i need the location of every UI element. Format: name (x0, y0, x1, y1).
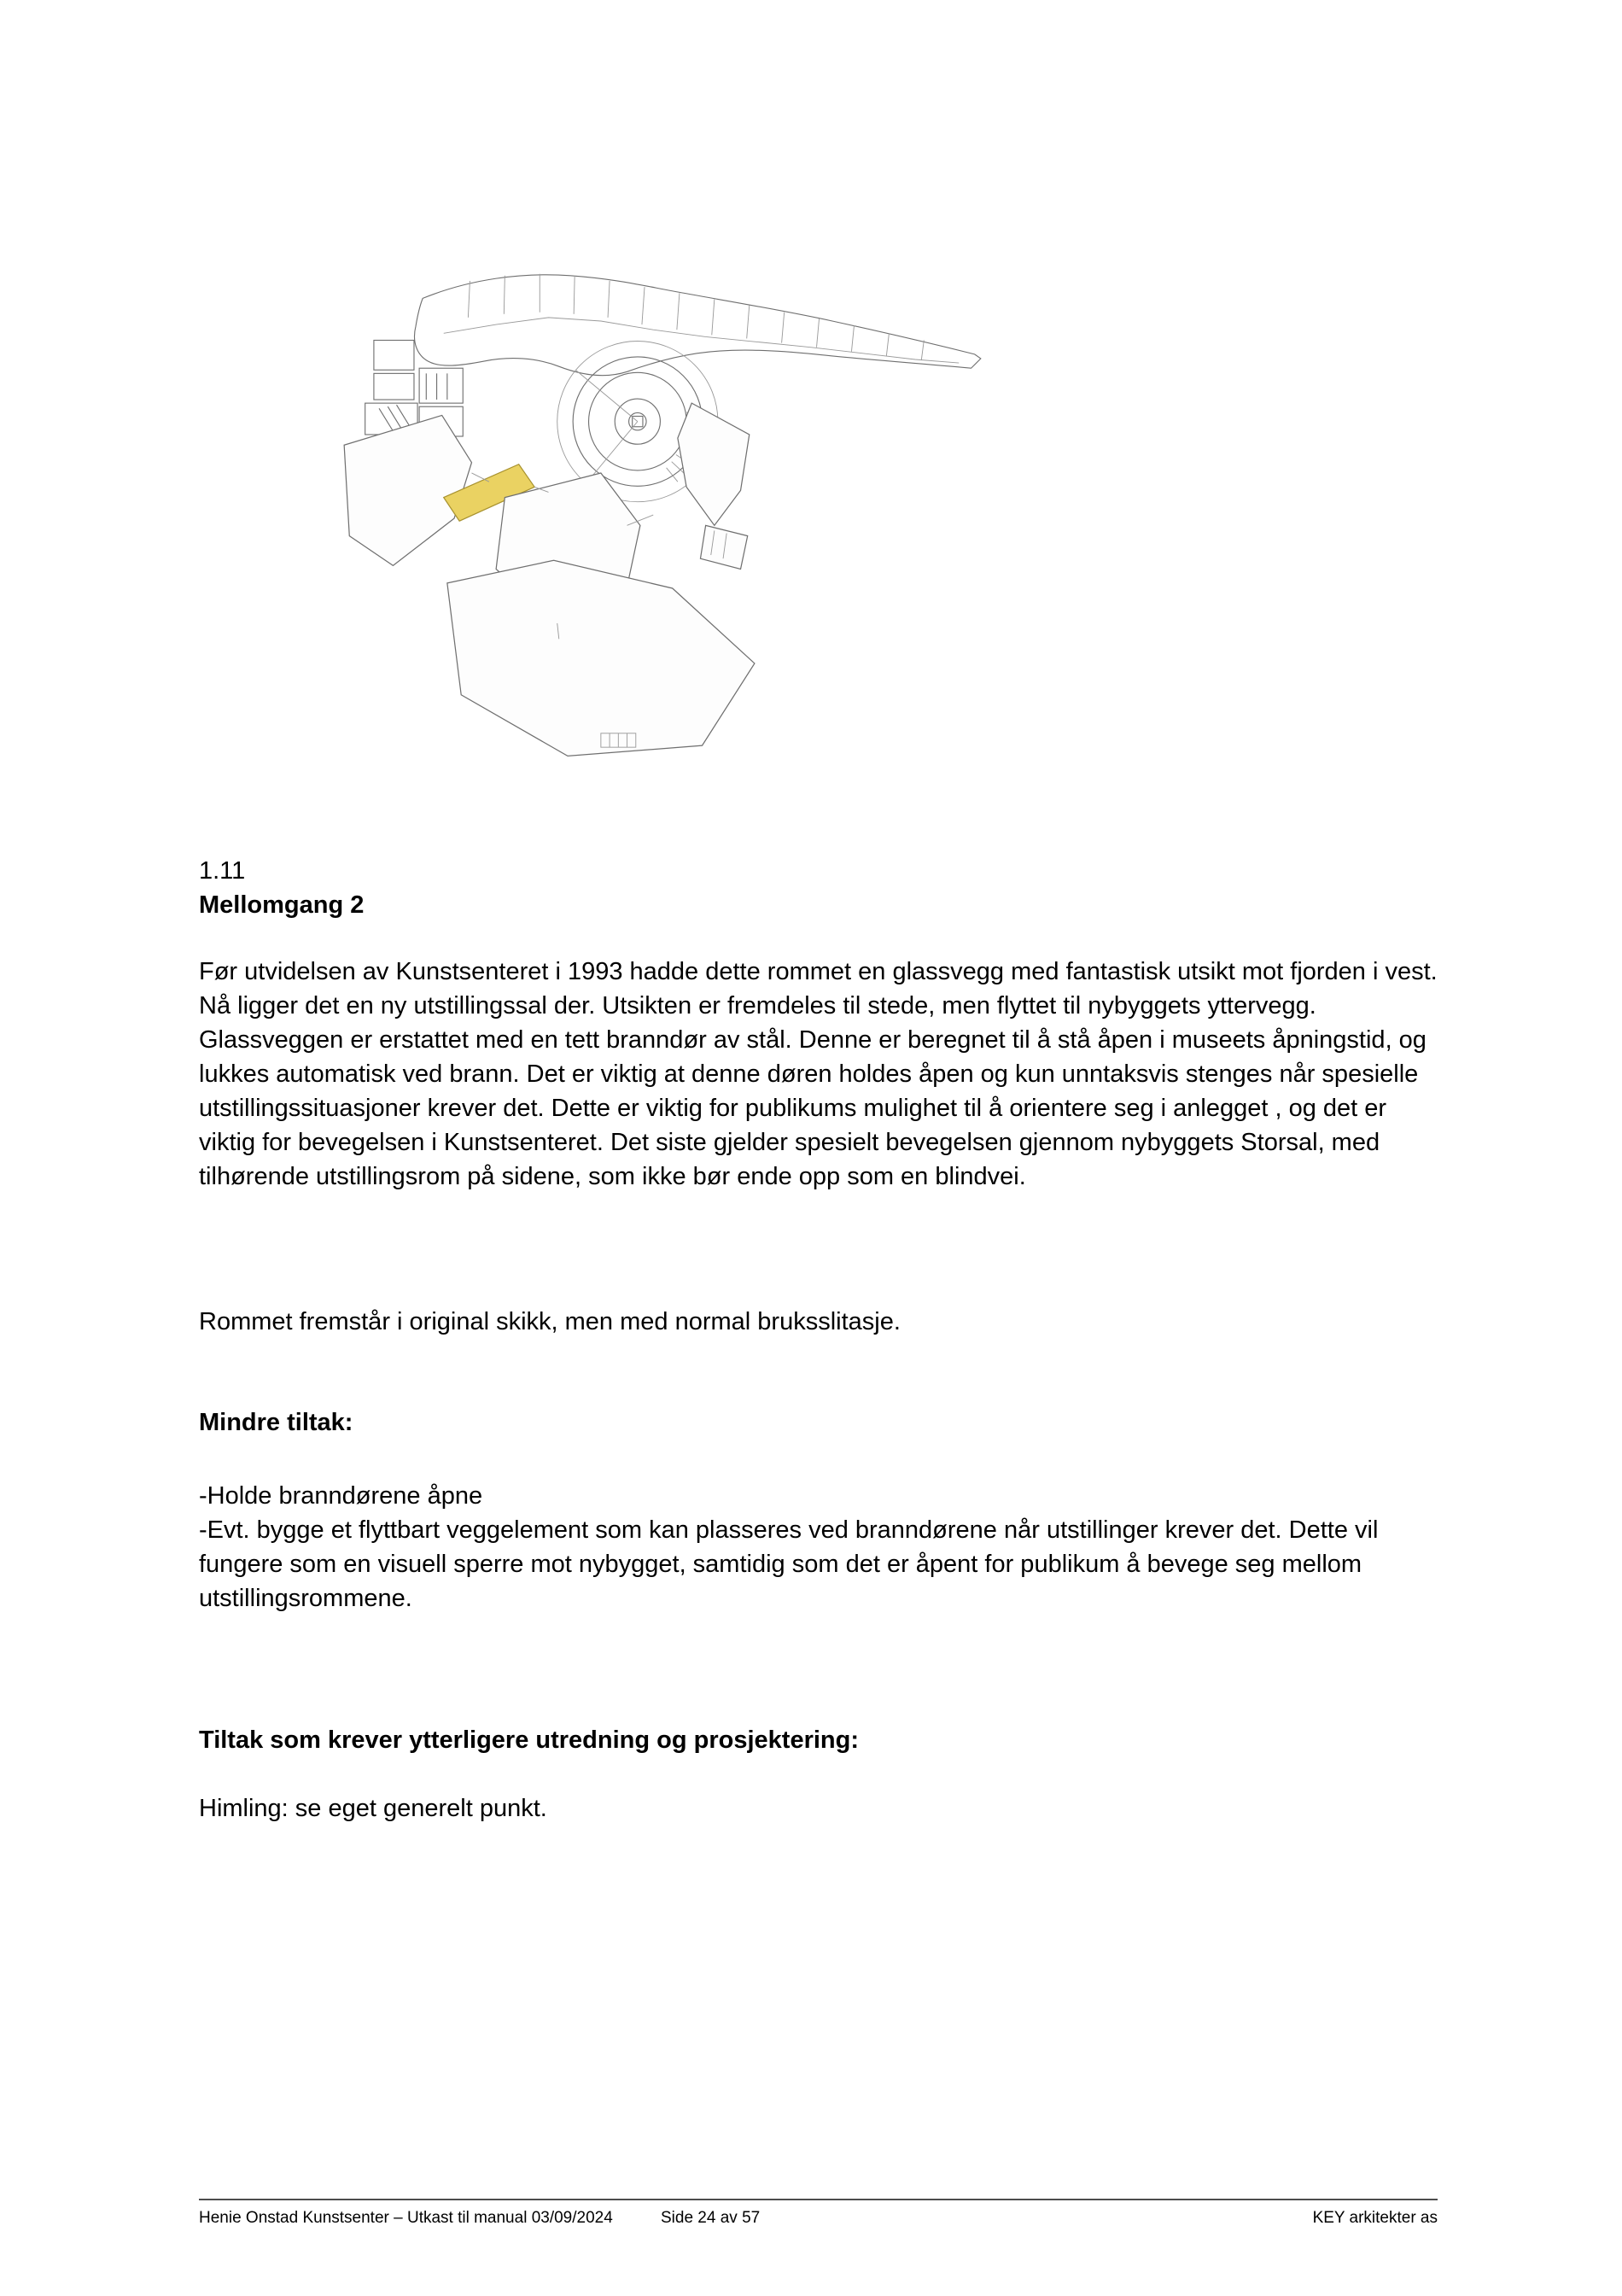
paragraph-1: Før utvidelsen av Kunstsenteret i 1993 hadde dette rommet en glassvegg med fantastisk utsikt mot fjorden i vest. Nå ligger det en ny utstillingssal der. Utsikten er fremdeles til stede, men flyttet til nybyggets yttervegg. Glassveggen er erstattet med en tett branndør av stål. Denne er beregnet til å stå åpen i museets åpningstid, og lukkes automatisk ved brann. Det er viktig at denne døren holdes åpen og kun unntaksvis stenges når spesielle utstillingssituasjoner krever det. Dette er viktig for publikums mulighet til å orientere seg i anlegget , og det er viktig for bevegelsen i Kunstsenteret. Det siste gjelder spesielt bevegelsen gjennom nybyggets Storsal, med tilhørende utstillingsrom på sidene, som ikke bør ende opp som en blindvei. (199, 958, 1438, 1190)
room-partitions (468, 274, 924, 360)
minor-measures-list (199, 1479, 1438, 1615)
bottom-hall (447, 560, 755, 756)
footer-document-title: Henie Onstad Kunstsenter – Utkast til manual 03/09/2024 (199, 2209, 613, 2227)
left-hall (344, 415, 471, 565)
heading-mindre-tiltak: Mindre tiltak: (199, 1409, 353, 1436)
left-rooms-cluster (365, 340, 464, 436)
further-measures-body: Himling: se eget generelt punkt. (199, 1795, 547, 1822)
footer-company: KEY arkitekter as (1312, 2209, 1438, 2227)
paragraph-2: Rommet fremstår i original skikk, men med normal bruksslitasje. (199, 1308, 901, 1335)
list-item: -Evt. bygge et flyttbart veggelement som kan plasseres ved branndørene når utstillinger krever det. Dette vil fungere som en visuell sperre mot nybygget, samtidig som det er åpent for publikum å bevege seg mellom utstillingsrommene. (199, 1516, 1379, 1612)
heading-further-measures: Tiltak som krever ytterligere utredning og prosjektering: (199, 1726, 860, 1754)
footer-page-number: Side 24 av 57 (661, 2209, 761, 2227)
right-wing (678, 403, 750, 569)
floor-plan-image (339, 256, 988, 768)
section-title: Mellomgang 2 (199, 891, 365, 919)
list-item: -Holde branndørene åpne (199, 1482, 483, 1510)
footer-divider (199, 2199, 1438, 2200)
floor-plan-figure (339, 256, 988, 768)
section-number: 1.11 (199, 857, 246, 885)
top-wing-outline (415, 274, 981, 376)
